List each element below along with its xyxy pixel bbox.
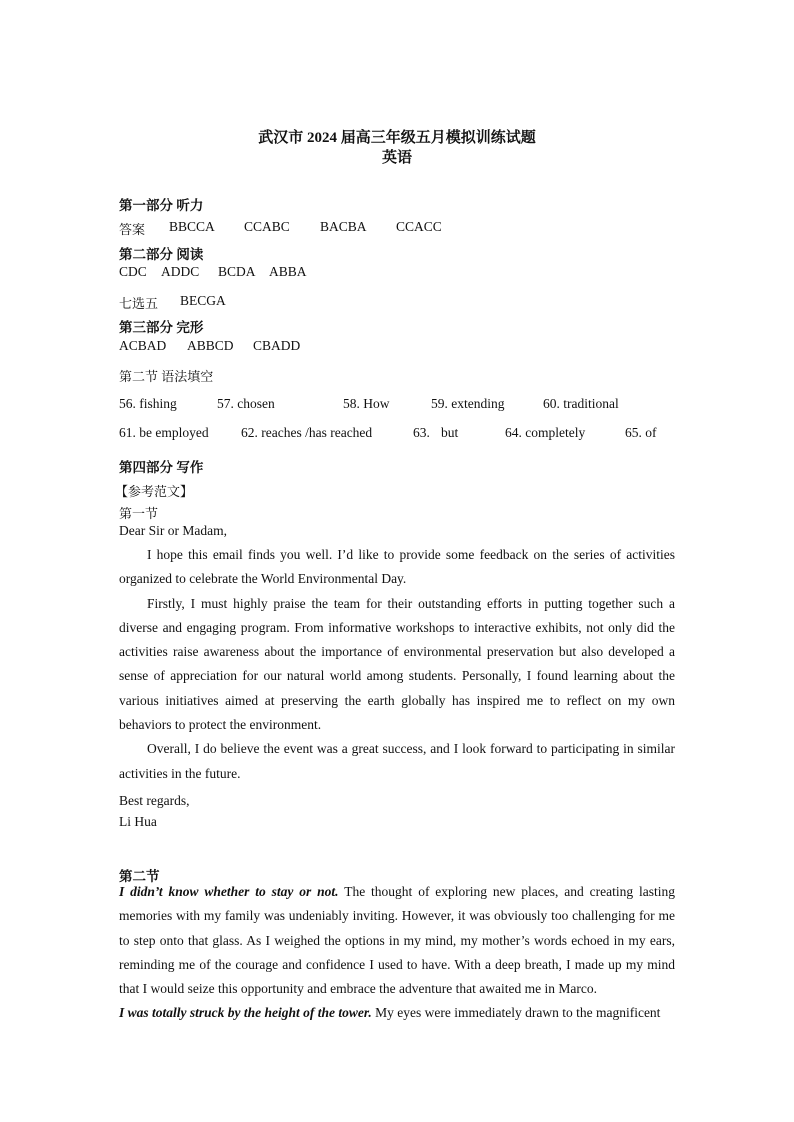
seven-five-answer: BECGA — [180, 293, 226, 308]
grammar-answer-65: 65. of — [625, 425, 657, 440]
part3-heading: 第三部分 完形 — [119, 320, 204, 335]
writing-section1-label: 第一节 — [119, 506, 159, 521]
answer-label: 答案 — [119, 222, 146, 237]
letter-signature: Li Hua — [119, 814, 157, 829]
cloze-answers-1: ACBAD — [119, 338, 167, 353]
reading-answers-4: ABBA — [269, 264, 307, 279]
reading-answers-2: ADDC — [161, 264, 200, 279]
reading-answers-1: CDC — [119, 264, 147, 279]
grammar-heading: 第二节 语法填空 — [119, 369, 214, 384]
paragraph-lead-sentence-1: I didn’t know whether to stay or not. — [119, 884, 339, 899]
page-title: 武汉市 2024 届高三年级五月模拟训练试题 — [258, 130, 536, 146]
listening-answers-1: BBCCA — [169, 219, 215, 234]
continuation-text-1: The thought of exploring new places, and creating lasting memories with my family was undeniably inviting. However, it was obviously too challenging for me to step onto that glass. As I weighed the options in my mind, my mother’s words echoed in my ears, reminding me of the courage and confidence I used to have. With a deep breath, I made up my mind that I would seize this opportunity and embrace the adventure that awaited me in Marco. — [119, 884, 675, 997]
letter-body — [119, 543, 675, 786]
grammar-answer-58: 58. How — [343, 396, 390, 411]
letter-paragraph-3: Overall, I do believe the event was a great success, and I look forward to participating in similar activities in the future. — [119, 741, 675, 781]
grammar-answer-60: 60. traditional — [543, 396, 619, 411]
part2-heading: 第二部分 阅读 — [119, 247, 204, 262]
letter-salutation: Dear Sir or Madam, — [119, 523, 227, 538]
paragraph-lead-sentence-2: I was totally struck by the height of the tower. — [119, 1005, 372, 1021]
letter-paragraph-2: Firstly, I must highly praise the team for their outstanding efforts in putting together such a diverse and engaging program. From informative workshops to interactive exhibits, not only did the activities raise awareness about the importance of environmental preservation but also developed a sense of appreciation for our natural world among students. Personally, I found learning about the various initiatives aimed at preserving the earth globally has inspired me to reflect on my own behaviors to protect the environment. — [119, 595, 675, 733]
grammar-number-63: 63. — [413, 425, 430, 440]
part1-heading: 第一部分 听力 — [119, 198, 204, 213]
letter-paragraph-1: I hope this email finds you well. I’d like to provide some feedback on the series of activities organized to celebrate the World Environmental Day. — [119, 547, 675, 587]
grammar-answer-61: 61. be employed — [119, 425, 209, 440]
letter-closing: Best regards, — [119, 793, 190, 808]
listening-answers-3: BACBA — [320, 219, 367, 234]
grammar-answer-62: 62. reaches /has reached — [241, 425, 373, 440]
subject-title: 英语 — [381, 150, 412, 166]
part4-heading: 第四部分 写作 — [119, 460, 204, 475]
writing-section2-label: 第二节 — [119, 869, 160, 884]
cloze-answers-3: CBADD — [253, 338, 301, 353]
grammar-answer-59: 59. extending — [431, 396, 505, 411]
grammar-answer-64: 64. completely — [505, 425, 586, 440]
listening-answers-2: CCABC — [244, 219, 290, 234]
continuation-paragraph-2 — [119, 1001, 675, 1025]
grammar-answer-56: 56. fishing — [119, 396, 177, 411]
continuation-writing — [119, 880, 675, 1026]
cloze-answers-2: ABBCD — [187, 338, 234, 353]
continuation-text-2: My eyes were immediately drawn to the magnificent — [371, 1005, 661, 1021]
seven-five-label: 七选五 — [119, 296, 159, 311]
reading-answers-3: BCDA — [218, 264, 256, 279]
continuation-paragraph-1 — [119, 880, 675, 1001]
listening-answers-4: CCACC — [396, 219, 442, 234]
grammar-answer-63: but — [441, 425, 459, 440]
grammar-answer-57: 57. chosen — [217, 396, 275, 411]
reference-essay-label: 【参考范文】 — [115, 484, 194, 499]
